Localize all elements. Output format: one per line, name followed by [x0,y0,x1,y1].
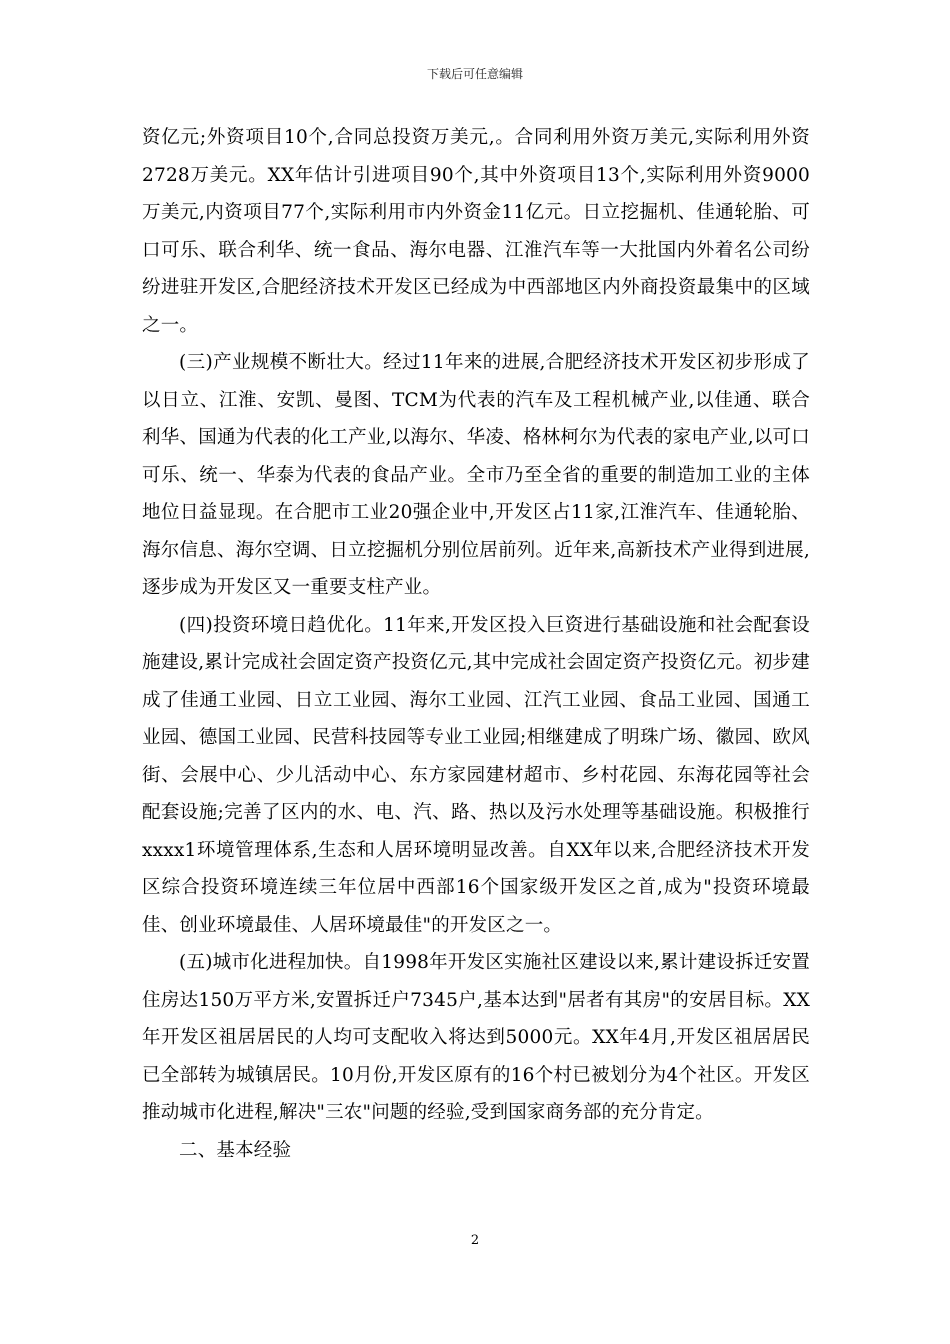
page-number: 2 [470,1233,480,1248]
page-header: 下载后可任意编辑 [426,67,523,81]
paragraph-4: (五)城市化进程加快。自1998年开发区实施社区建设以来,累计建设拆迁安置住房达150万平方米,安置拆迁户7345户,基本达到"居者有其房"的安居目标。XX年开发区祖居居民的人均可支配收入将达到5000元。XX年4月,开发区祖居居民已全部转为城镇居民。10月份,开发区原有的16个村已被划分为4个社区。开发区推动城市化进程,解决"三农"问题的经验,受到国家商务部的充分肯定。 [142,952,810,1123]
document-body [142,119,810,1169]
paragraph-1: 资亿元;外资项目10个,合同总投资万美元,。合同利用外资万美元,实际利用外资2728万美元。XX年估计引进项目90个,其中外资项目13个,实际利用外资9000万美元,内资项目77个,实际利用市内外资金11亿元。日立挖掘机、佳通轮胎、可口可乐、联合利华、统一食品、海尔电器、江淮汽车等一大批国内外着名公司纷纷进驻开发区,合肥经济技术开发区已经成为中西部地区内外商投资最集中的区域之一。 [142,127,810,336]
paragraph-2: (三)产业规模不断壮大。经过11年来的进展,合肥经济技术开发区初步形成了以日立、江淮、安凯、曼图、TCM为代表的汽车及工程机械产业,以佳通、联合利华、国通为代表的化工产业,以海尔、华凌、格林柯尔为代表的家电产业,以可口可乐、统一、华泰为代表的食品产业。全市乃至全省的重要的制造加工业的主体地位日益显现。在合肥市工业20强企业中,开发区占11家,江淮汽车、佳通轮胎、海尔信息、海尔空调、日立挖掘机分别位居前列。近年来,高新技术产业得到进展,逐步成为开发区又一重要支柱产业。 [142,352,810,598]
paragraph-3: (四)投资环境日趋优化。11年来,开发区投入巨资进行基础设施和社会配套设施建设,累计完成社会固定资产投资亿元,其中完成社会固定资产投资亿元。初步建成了佳通工业园、日立工业园、海尔工业园、江汽工业园、食品工业园、国通工业园、德国工业园、民营科技园等专业工业园;相继建成了明珠广场、徽园、欧风街、会展中心、少儿活动中心、东方家园建材超市、乡村花园、东海花园等社会配套设施;完善了区内的水、电、汽、路、热以及污水处理等基础设施。积极推行xxxx1环境管理体系,生态和人居环境明显改善。自XX年以来,合肥经济技术开发区综合投资环境连续三年位居中西部16个国家级开发区之首,成为"投资环境最佳、创业环境最佳、人居环境最佳"的开发区之一。 [142,614,810,936]
section-heading-basic-experience: 二、基本经验 [179,1139,292,1161]
